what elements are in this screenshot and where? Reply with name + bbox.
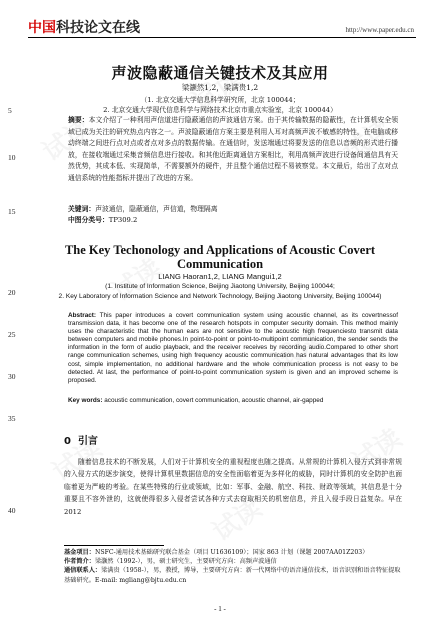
classification-text: TP309.2 bbox=[108, 216, 138, 224]
line-number: 5 bbox=[8, 106, 12, 115]
affiliation-english-2: 2. Key Laboratory of Information Science and Network Technology, Beijing Jiaotong University, Beijing 100044) bbox=[58, 293, 382, 300]
affiliation-chinese-1: （1. 北京交通大学信息科学研究所，北京 100044； bbox=[140, 96, 300, 104]
intro-paragraph: 随着信息技术的不断发展，人们对于计算机安全的重视程度也随之提高。从常规的计算机入侵方式到非常规的入侵方式的逐步演变，使得计算机里数据信息的安全性面临着更为多样化的威胁，同时计算机的安全防护也面临着更为严峻的考验。在某些特殊的行业或领域，比如：军事、金融、航空、科技、财政等领域，其信息是十分重要且不容外泄的，这就使得很多入侵者尝试各种方式去窃取相关的机密信息，并且入侵手段日益复杂。早在 2012 bbox=[64, 458, 402, 516]
affiliation-english-1: (1. Institute of Information Science, Beijing Jiaotong University, Beijing 100044; bbox=[105, 283, 335, 290]
abstract-text: 本文介绍了一种利用声信道进行隐蔽通信的声波通信方案。由于其传输数据的隐蔽性，在计算机安全领域已成为关注的研究热点内容之一。声波隐蔽通信方案主要是利用人耳对高频声波不敏感的特性，在电脑或移动终端之间进行点对点或者点对多点的数据传输。在通信时，发送端通过将要发送的信息以音频的形式进行播放，在接收端通过采集音频信息进行接收。和其他近距离通信方案相比，利用高频声波进行设备间通信具有天然优势，其成本低、实现简单，不需要额外的硬件，并且整个通信过程不易被察觉。本文最后，给出了点对点通信系统的性能指标并提出了改进的方案。 bbox=[68, 116, 399, 182]
footnotes bbox=[64, 548, 402, 585]
classification-number bbox=[68, 214, 398, 224]
abstract-english-label: Abstract: bbox=[68, 312, 97, 319]
authors-english: LIANG Haoran1,2, LIANG Mangui1,2 bbox=[158, 272, 282, 281]
keywords-english-label: Key words: bbox=[68, 397, 103, 404]
logo-text-red: 中国 bbox=[28, 20, 56, 36]
abstract-label: 摘要： bbox=[68, 116, 89, 124]
footnote-fund bbox=[64, 548, 402, 557]
logo-text-black: 科技论文在线 bbox=[56, 20, 140, 36]
keywords-text: 声波通信，隐蔽通信，声信道，物理隔离 bbox=[95, 205, 218, 213]
line-number: 10 bbox=[8, 153, 16, 162]
keywords-label: 关键词： bbox=[68, 205, 96, 213]
keywords-chinese bbox=[68, 203, 398, 213]
keywords-english bbox=[68, 397, 398, 404]
affiliation-chinese-2: 2. 北京交通大学现代信息科学与网络技术北京市重点实验室，北京 100044） bbox=[103, 106, 337, 114]
page-number: - 1 - bbox=[214, 605, 226, 613]
line-number: 35 bbox=[8, 414, 16, 423]
line-number: 20 bbox=[8, 288, 16, 297]
fund-label: 基金项目： bbox=[64, 549, 95, 556]
section-heading bbox=[64, 432, 98, 447]
keywords-english-text: acoustic communication, covert communication, acoustic channel, air-gapped bbox=[102, 397, 324, 404]
abstract-english-text: This paper introduces a covert communication system using acoustic channel, as its covertnessof transmission data, it has become one of the research hotspots in computer security domain. This method mainly uses the characteristic that the human ears are not sensitive to the acoustic high frequenciesto transmit data between computers and mobile phones.In point-to-point or point-to-multipoint communication, the sender sends the information in the form of audio playback, and the receiver receives by recording audio.Compared to other short range communication schemes, using high frequency acoustic communication has natural advantages that its low cost, simple implementation, no additional hardware and the whole communication process is not easy to be detected. At last, the performance of point-to-point communication system is given and an improved scheme is proposed. bbox=[68, 312, 398, 384]
fund-text: NSFC-通用技术基础研究联合基金（项目 U1636109）；国家 863 计划（课题 2007AA01Z203） bbox=[94, 549, 369, 556]
line-number: 25 bbox=[8, 330, 16, 339]
title-chinese: 声波隐蔽通信关键技术及其应用 bbox=[111, 64, 329, 82]
author-bio-label: 作者简介： bbox=[64, 558, 95, 566]
site-logo bbox=[28, 18, 140, 36]
abstract-english bbox=[68, 312, 398, 385]
author-bio-text: 梁灏然（1992-），男，硕士研究生，主要研究方向：高频声波通信 bbox=[94, 558, 277, 566]
authors-chinese: 梁灏然1,2，梁满贵1,2 bbox=[181, 83, 259, 92]
abstract-chinese bbox=[68, 115, 398, 185]
section-title: 引言 bbox=[77, 436, 98, 447]
footnote-rule bbox=[64, 545, 164, 546]
line-number: 15 bbox=[8, 207, 16, 216]
line-number: 30 bbox=[8, 372, 16, 381]
title-english: The Key Techonology and Applications of Acoustic Covert Communication bbox=[64, 243, 376, 271]
contact-label: 通信联系人： bbox=[64, 567, 102, 575]
header-rule bbox=[28, 37, 416, 38]
section-number: 0 bbox=[64, 436, 71, 447]
contact-text: 梁满贵（1958-），男，教授，博导，主要研究方向：新一代网络中的语音通信技术，语音识别和语音特征提取基础研究。E-mail: mgliang@bjtu.edu.cn bbox=[64, 567, 401, 584]
footnote-author bbox=[64, 557, 402, 566]
line-number: 40 bbox=[8, 506, 16, 515]
footnote-contact bbox=[64, 566, 402, 584]
header-url: http://www.paper.edu.cn bbox=[345, 26, 414, 34]
classification-label: 中图分类号： bbox=[68, 216, 109, 224]
